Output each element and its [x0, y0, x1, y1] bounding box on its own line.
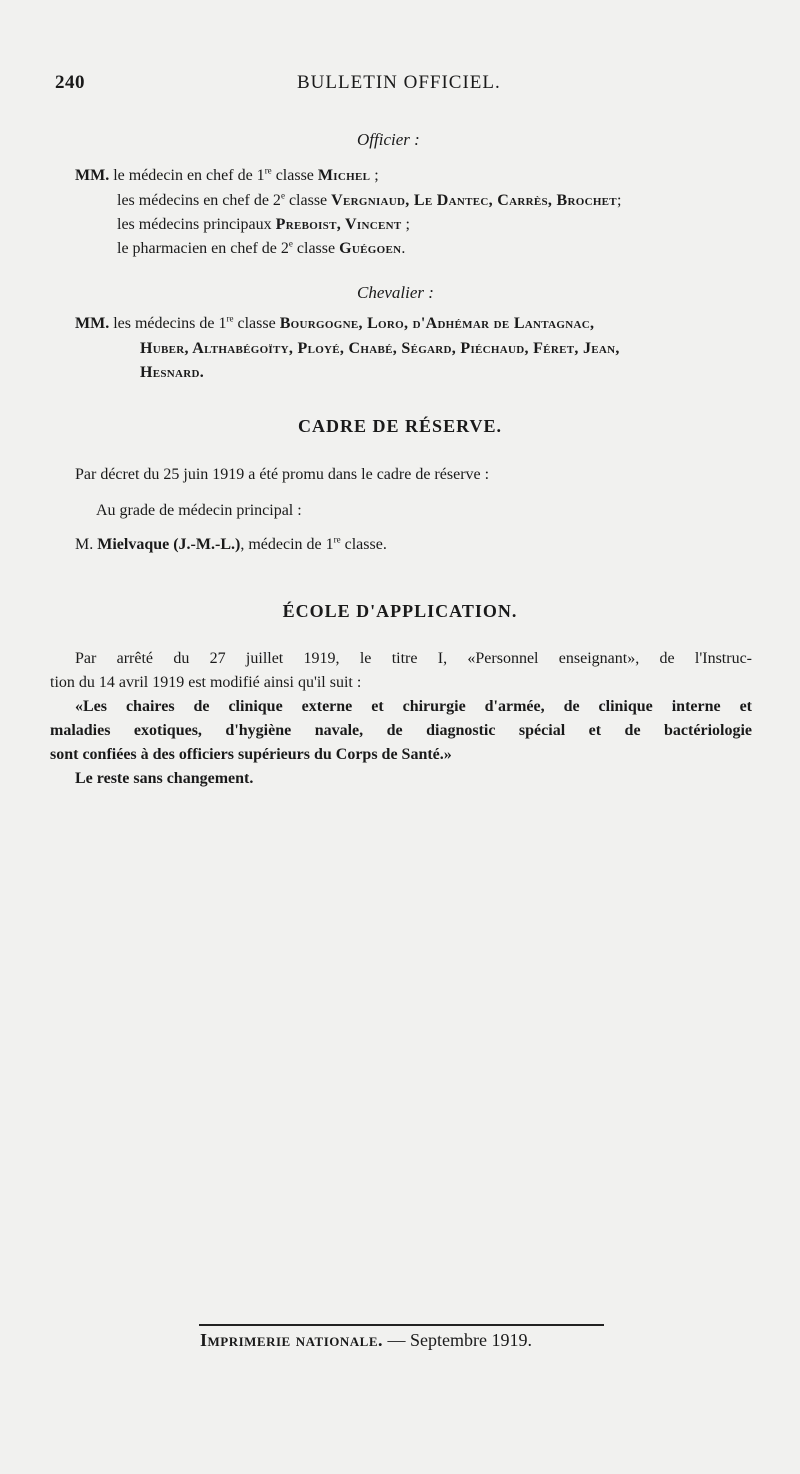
page-number: 240	[55, 72, 85, 93]
cadre-paragraph-1: Par décret du 25 juin 1919 a été promu dans le cadre de réserve :	[75, 466, 490, 483]
chevalier-line-2	[140, 340, 620, 358]
text: les médecins principaux	[117, 216, 276, 233]
officier-line-4	[117, 240, 405, 258]
text: classe.	[340, 536, 387, 553]
person-names: Bourgogne, Loro, d'Adhémar de Lantagnac,	[279, 315, 595, 332]
ecole-line-5: sont confiées à des officiers supérieurs du Corps de Santé.»	[50, 746, 452, 763]
superscript: re	[226, 313, 234, 324]
print-date: Septembre 1919.	[410, 1330, 532, 1350]
chevalier-line-3	[140, 364, 204, 382]
text: classe	[292, 240, 340, 257]
text: le médecin en chef de 1	[113, 167, 265, 184]
cadre-paragraph-2: Au grade de médecin principal :	[96, 502, 302, 519]
running-title: BULLETIN OFFICIEL.	[297, 72, 501, 93]
ecole-line-6: Le reste sans changement.	[75, 770, 254, 787]
text: les médecins de 1	[113, 315, 227, 332]
ecole-line-4: maladies exotiques, d'hygiène navale, de diagnostic spécial et de bactériologie	[50, 722, 752, 739]
text: ;	[616, 192, 622, 209]
text: le pharmacien en chef de 2	[117, 240, 289, 257]
officier-line-1	[75, 167, 379, 185]
text: classe	[271, 167, 318, 184]
ecole-line-1: Par arrêté du 27 juillet 1919, le titre I, «Personnel enseignant», de l'Instruc-	[75, 650, 752, 667]
superscript: e	[280, 190, 285, 201]
superscript: re	[264, 165, 272, 176]
person-names: Vergniaud, Le Dantec, Carrès, Brochet	[331, 192, 617, 209]
text: classe	[284, 192, 332, 209]
text: , médecin de 1	[240, 536, 334, 553]
imprint-footer	[200, 1330, 532, 1351]
person-names: Huber, Althabégoïty, Ployé, Chabé, Ségard, Piéchaud, Féret, Jean,	[140, 340, 620, 357]
superscript: e	[288, 238, 293, 249]
chevalier-line-1	[75, 315, 594, 333]
mm-prefix: MM.	[75, 315, 110, 332]
section-heading-cadre: CADRE DE RÉSERVE.	[298, 416, 502, 436]
text: les médecins en chef de 2	[117, 192, 281, 209]
person-names: Hesnard.	[140, 364, 205, 381]
text: classe	[233, 315, 280, 332]
printer-name: Imprimerie nationale.	[200, 1330, 383, 1350]
text: M.	[75, 536, 98, 553]
cadre-paragraph-3	[75, 536, 387, 554]
superscript: re	[333, 534, 341, 545]
page-header	[55, 72, 755, 102]
text: —	[383, 1330, 410, 1350]
text: ;	[401, 216, 410, 233]
ecole-line-3: «Les chaires de clinique externe et chirurgie d'armée, de clinique interne et	[75, 698, 752, 715]
footer-rule	[199, 1324, 604, 1326]
chevalier-label: Chevalier :	[357, 283, 434, 302]
officier-label: Officier :	[357, 130, 420, 149]
person-name: Mielvaque (J.-M.-L.)	[97, 536, 241, 553]
text: .	[401, 240, 406, 257]
officier-line-3	[117, 216, 410, 234]
text: ;	[370, 167, 379, 184]
ecole-line-2: tion du 14 avril 1919 est modifié ainsi qu'il suit :	[50, 674, 362, 691]
person-name: Michel	[317, 167, 371, 184]
mm-prefix: MM.	[75, 167, 110, 184]
officier-line-2	[117, 192, 621, 210]
person-names: Preboist, Vincent	[275, 216, 402, 233]
person-name: Guégoen	[339, 240, 402, 257]
section-heading-ecole: ÉCOLE D'APPLICATION.	[282, 601, 518, 621]
